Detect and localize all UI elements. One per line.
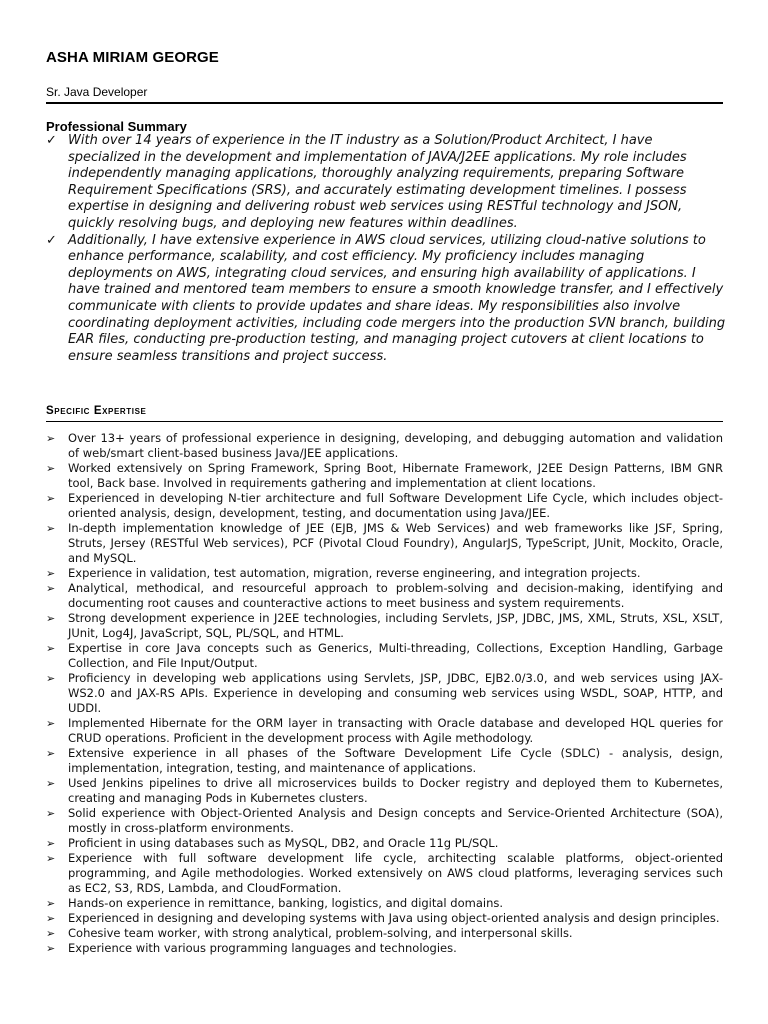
expertise-item bbox=[46, 926, 723, 941]
candidate-name: ASHA MIRIAM GEORGE bbox=[46, 49, 219, 66]
expertise-item bbox=[46, 431, 723, 461]
expertise-item-text: Expertise in core Java concepts such as Generics, Multi-threading, Collections, Exception Handling, Garbage Collection, and File Input/Output. bbox=[68, 641, 723, 670]
arrow-bullet-icon: ➢ bbox=[46, 582, 56, 595]
expertise-item bbox=[46, 491, 723, 521]
arrow-bullet-icon: ➢ bbox=[46, 642, 56, 655]
expertise-item bbox=[46, 806, 723, 836]
expertise-item bbox=[46, 641, 723, 671]
expertise-item bbox=[46, 521, 723, 566]
expertise-item bbox=[46, 776, 723, 806]
arrow-bullet-icon: ➢ bbox=[46, 942, 56, 955]
check-icon: ✓ bbox=[46, 232, 57, 248]
expertise-item-text: Worked extensively on Spring Framework, Spring Boot, Hibernate Framework, J2EE Design Patterns, IBM GNR tool, Back base. Involved in requirements gathering and implementation at client locations. bbox=[68, 461, 723, 490]
summary-item-text: With over 14 years of experience in the IT industry as a Solution/Product Architect, I have specialized in the development and implementation of JAVA/J2EE applications. My role includes independently managing applications, thoroughly analyzing requirements, preparing Software Requirement Specifications (SRS), and accurately estimating development timelines. I possess expertise in designing and delivering robust web services using RESTful technology and JSON, quickly resolving bugs, and deploying new features within deadlines. bbox=[68, 133, 687, 231]
expertise-item bbox=[46, 566, 723, 581]
arrow-bullet-icon: ➢ bbox=[46, 672, 56, 685]
professional-summary-list bbox=[46, 133, 728, 365]
expertise-item bbox=[46, 851, 723, 896]
arrow-bullet-icon: ➢ bbox=[46, 777, 56, 790]
expertise-item bbox=[46, 911, 723, 926]
specific-expertise-heading: Specific Expertise bbox=[46, 405, 147, 417]
arrow-bullet-icon: ➢ bbox=[46, 747, 56, 760]
expertise-item-text: Analytical, methodical, and resourceful approach to problem-solving and decision-making, identifying and documenting root causes and counteractive actions to meet business and system requirements. bbox=[68, 581, 723, 610]
expertise-item-text: Proficient in using databases such as MySQL, DB2, and Oracle 11g PL/SQL. bbox=[68, 836, 499, 850]
check-icon: ✓ bbox=[46, 133, 57, 148]
arrow-bullet-icon: ➢ bbox=[46, 897, 56, 910]
arrow-bullet-icon: ➢ bbox=[46, 927, 56, 940]
professional-summary-heading: Professional Summary bbox=[46, 119, 187, 134]
arrow-bullet-icon: ➢ bbox=[46, 852, 56, 865]
expertise-item-text: Experience in validation, test automation, migration, reverse engineering, and integration projects. bbox=[68, 566, 641, 580]
expertise-item-text: Extensive experience in all phases of the Software Development Life Cycle (SDLC) - analysis, design, implementation, integration, testing, and maintenance of applications. bbox=[68, 746, 723, 775]
header-divider bbox=[46, 102, 723, 104]
expertise-item bbox=[46, 746, 723, 776]
expertise-item bbox=[46, 611, 723, 641]
arrow-bullet-icon: ➢ bbox=[46, 837, 56, 850]
expertise-item-text: Implemented Hibernate for the ORM layer in transacting with Oracle database and developed HQL queries for CRUD operations. Proficient in the development process with Agile methodology. bbox=[68, 716, 723, 745]
expertise-item-text: Experienced in designing and developing systems with Java using object-oriented analysis and design principles. bbox=[68, 911, 720, 925]
arrow-bullet-icon: ➢ bbox=[46, 462, 56, 475]
expertise-item-text: Over 13+ years of professional experience in designing, developing, and debugging automation and validation of web/smart client-based business Java/JEE applications. bbox=[68, 431, 723, 460]
arrow-bullet-icon: ➢ bbox=[46, 612, 56, 625]
expertise-item bbox=[46, 581, 723, 611]
arrow-bullet-icon: ➢ bbox=[46, 717, 56, 730]
expertise-item bbox=[46, 836, 723, 851]
expertise-item-text: Proficiency in developing web applications using Servlets, JSP, JDBC, EJB2.0/3.0, and web services using JAX-WS2.0 and JAX-RS APIs. Experience in developing and consuming web services using WSDL, SOAP, HTTP, and UDDI. bbox=[68, 671, 723, 715]
summary-item-text: Additionally, I have extensive experience in AWS cloud services, utilizing cloud-native solutions to enhance performance, scalability, and cost efficiency. My proficiency includes managing deployments on AWS, integrating cloud services, and ensuring high availability of applications. I have trained and mentored team members to ensure a smooth knowledge transfer, and I effectively communicate with clients to provide updates and share ideas. My responsibilities also involve coordinating deployment activities, including code mergers into the production SVN branch, building EAR files, conducting pre-production testing, and managing project cutovers at client locations to ensure seamless transitions and project success. bbox=[68, 232, 726, 364]
job-title: Sr. Java Developer bbox=[46, 85, 148, 99]
expertise-item bbox=[46, 671, 723, 716]
expertise-list bbox=[46, 431, 723, 956]
arrow-bullet-icon: ➢ bbox=[46, 432, 56, 445]
expertise-item-text: Cohesive team worker, with strong analytical, problem-solving, and interpersonal skills. bbox=[68, 926, 573, 940]
expertise-item bbox=[46, 896, 723, 911]
arrow-bullet-icon: ➢ bbox=[46, 567, 56, 580]
expertise-item-text: In-depth implementation knowledge of JEE (EJB, JMS & Web Services) and web frameworks like JSF, Spring, Struts, Jersey (RESTful Web services), PCF (Pivotal Cloud Foundry), AngularJS, TypeScript, JUnit, Mockito, Oracle, and MySQL. bbox=[68, 521, 723, 565]
expertise-item-text: Experienced in developing N-tier architecture and full Software Development Life Cycle, which includes object-oriented analysis, design, development, testing, and documentation using Java/JEE. bbox=[68, 491, 723, 520]
expertise-item-text: Experience with full software development life cycle, architecting scalable platforms, object-oriented programming, and Agile methodologies. Worked extensively on AWS cloud platforms, leveraging services such as EC2, S3, RDS, Lambda, and CloudFormation. bbox=[68, 851, 723, 895]
expertise-item-text: Used Jenkins pipelines to drive all microservices builds to Docker registry and deployed them to Kubernetes, creating and managing Pods in Kubernetes clusters. bbox=[68, 776, 723, 805]
expertise-item bbox=[46, 461, 723, 491]
expertise-item-text: Strong development experience in J2EE technologies, including Servlets, JSP, JDBC, JMS, XML, Struts, XSL, XSLT, JUnit, Log4J, JavaScript, SQL, PL/SQL, and HTML. bbox=[68, 611, 723, 640]
expertise-item bbox=[46, 716, 723, 746]
expertise-divider bbox=[46, 421, 723, 422]
expertise-item-text: Experience with various programming languages and technologies. bbox=[68, 941, 457, 955]
arrow-bullet-icon: ➢ bbox=[46, 492, 56, 505]
summary-item bbox=[46, 233, 728, 366]
arrow-bullet-icon: ➢ bbox=[46, 807, 56, 820]
expertise-item bbox=[46, 941, 723, 956]
summary-item bbox=[46, 133, 728, 233]
arrow-bullet-icon: ➢ bbox=[46, 522, 56, 535]
expertise-item-text: Solid experience with Object-Oriented Analysis and Design concepts and Service-Oriented Architecture (SOA), mostly in cross-platform environments. bbox=[68, 806, 723, 835]
expertise-item-text: Hands-on experience in remittance, banking, logistics, and digital domains. bbox=[68, 896, 504, 910]
arrow-bullet-icon: ➢ bbox=[46, 912, 56, 925]
